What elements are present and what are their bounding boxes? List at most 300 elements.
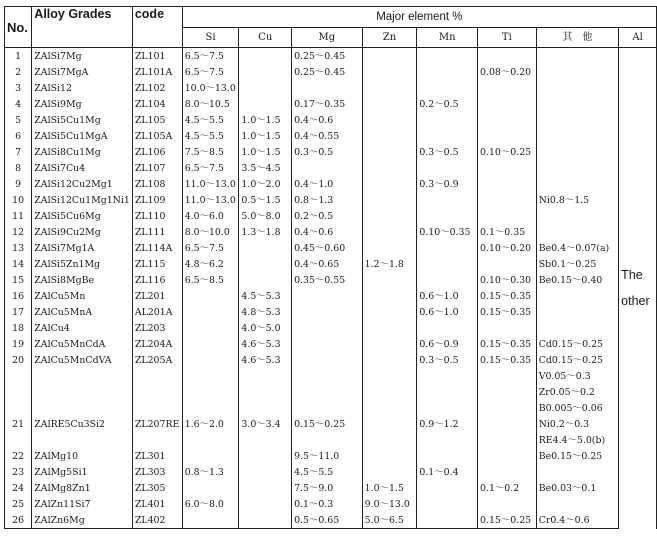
mn-value	[417, 384, 478, 400]
ti-value: 0.15～0.35	[478, 352, 537, 368]
mg-value: 0.17～0.35	[292, 96, 363, 112]
row-number: 26	[5, 512, 32, 529]
mg-value	[292, 336, 363, 352]
table-row	[5, 192, 657, 208]
row-number: 20	[5, 352, 32, 368]
si-value	[182, 320, 239, 336]
other-value	[536, 464, 618, 480]
cu-value: 4.6～5.3	[239, 352, 292, 368]
ti-value	[478, 160, 537, 176]
alloy-grade: ZAlSi5Zn1Mg	[32, 256, 133, 272]
row-number: 17	[5, 304, 32, 320]
row-number: 2	[5, 64, 32, 80]
zn-value	[362, 272, 417, 288]
cu-value	[239, 432, 292, 448]
alloy-grade: ZAlSi5Cu1Mg	[32, 112, 133, 128]
mn-value	[417, 208, 478, 224]
mn-value: 0.3～0.5	[417, 352, 478, 368]
other-value	[536, 112, 618, 128]
row-number: 21	[5, 416, 32, 432]
ti-value	[478, 432, 537, 448]
table-row	[5, 336, 657, 352]
al-balance-note	[619, 48, 657, 529]
ti-value	[478, 128, 537, 144]
table-row	[5, 512, 657, 529]
zn-value	[362, 304, 417, 320]
mg-value: 0.45～0.60	[292, 240, 363, 256]
other-value	[536, 160, 618, 176]
table-row	[5, 80, 657, 96]
alloy-code: ZL301	[132, 448, 182, 464]
zn-value: 1.0～1.5	[362, 480, 417, 496]
mg-value: 0.4～0.6	[292, 112, 363, 128]
mn-value	[417, 80, 478, 96]
alloy-code: ZL116	[132, 272, 182, 288]
row-number: 14	[5, 256, 32, 272]
si-value: 10.0～13.0	[182, 80, 239, 96]
row-number: 22	[5, 448, 32, 464]
alloy-grade: ZAlZn6Mg	[32, 512, 133, 529]
table-row	[5, 448, 657, 464]
mg-value: 0.35～0.55	[292, 272, 363, 288]
ti-value	[478, 112, 537, 128]
cu-value	[239, 400, 292, 416]
other-value: RE4.4～5.0(b)	[536, 432, 618, 448]
cu-value: 1.0～2.0	[239, 176, 292, 192]
mg-value	[292, 384, 363, 400]
table-body	[5, 48, 657, 529]
mg-value: 7.5～9.0	[292, 480, 363, 496]
mn-value: 0.6～1.0	[417, 304, 478, 320]
alloy-grade	[32, 368, 133, 384]
table-row	[5, 288, 657, 304]
ti-value	[478, 48, 537, 65]
si-value	[182, 384, 239, 400]
row-number: 16	[5, 288, 32, 304]
table-row	[5, 320, 657, 336]
alloy-composition-table	[4, 6, 657, 529]
si-value	[182, 288, 239, 304]
table-row	[5, 176, 657, 192]
row-number: 7	[5, 144, 32, 160]
mg-value: 4.5～5.5	[292, 464, 363, 480]
row-number: 1	[5, 48, 32, 65]
alloy-code: ZL201	[132, 288, 182, 304]
alloy-grade: ZAlSi8MgBe	[32, 272, 133, 288]
cu-value	[239, 368, 292, 384]
alloy-code: ZL203	[132, 320, 182, 336]
ti-value	[478, 80, 537, 96]
alloy-grade	[32, 432, 133, 448]
other-value	[536, 304, 618, 320]
alloy-code: ZL105	[132, 112, 182, 128]
other-value	[536, 48, 618, 65]
ti-value	[478, 496, 537, 512]
zn-value	[362, 240, 417, 256]
row-number: 11	[5, 208, 32, 224]
zn-value	[362, 160, 417, 176]
other-value: Be0.03～0.1	[536, 480, 618, 496]
other-value	[536, 176, 618, 192]
cu-value: 5.0～8.0	[239, 208, 292, 224]
header-al: Al	[619, 28, 657, 48]
alloy-grade: ZAlCu5MnCdA	[32, 336, 133, 352]
mg-value: 0.5～0.65	[292, 512, 363, 529]
alloy-grade: ZAlSi12	[32, 80, 133, 96]
cu-value	[239, 48, 292, 65]
mg-value: 0.1～0.3	[292, 496, 363, 512]
row-number: 15	[5, 272, 32, 288]
alloy-grade: ZAlSi7Mg1A	[32, 240, 133, 256]
zn-value	[362, 384, 417, 400]
zn-value	[362, 112, 417, 128]
other-value: Be0.15～0.40	[536, 272, 618, 288]
other-value: Be0.15～0.25	[536, 448, 618, 464]
si-value: 6.5～7.5	[182, 160, 239, 176]
mn-value	[417, 272, 478, 288]
mg-value	[292, 160, 363, 176]
mg-value: 0.25～0.45	[292, 64, 363, 80]
alloy-grade: ZAlCu5MnA	[32, 304, 133, 320]
ti-value	[478, 448, 537, 464]
table-row	[5, 432, 657, 448]
other-value: Ni0.8～1.5	[536, 192, 618, 208]
zn-value: 5.0～6.5	[362, 512, 417, 529]
mg-value: 0.4～0.55	[292, 128, 363, 144]
zn-value	[362, 432, 417, 448]
row-number	[5, 432, 32, 448]
mn-value: 0.9～1.2	[417, 416, 478, 432]
si-value	[182, 432, 239, 448]
si-value	[182, 336, 239, 352]
ti-value	[478, 320, 537, 336]
alloy-code: ZL111	[132, 224, 182, 240]
table-row	[5, 464, 657, 480]
mn-value	[417, 432, 478, 448]
zn-value	[362, 144, 417, 160]
row-number: 19	[5, 336, 32, 352]
other-value	[536, 128, 618, 144]
cu-value	[239, 496, 292, 512]
mn-value	[417, 128, 478, 144]
other-value: Cd0.15～0.25	[536, 336, 618, 352]
ti-value	[478, 384, 537, 400]
alloy-code: ZL105A	[132, 128, 182, 144]
other-value	[536, 496, 618, 512]
other-value: Be0.4～0.07(a)	[536, 240, 618, 256]
ti-value	[478, 208, 537, 224]
zn-value	[362, 96, 417, 112]
alloy-code	[132, 400, 182, 416]
alloy-code: ZL107	[132, 160, 182, 176]
cu-value: 3.5～4.5	[239, 160, 292, 176]
zn-value: 1.2～1.8	[362, 256, 417, 272]
other-value	[536, 208, 618, 224]
alloy-grade: ZAlSi5Cu1MgA	[32, 128, 133, 144]
alloy-code: ZL305	[132, 480, 182, 496]
ti-value: 0.10～0.20	[478, 240, 537, 256]
other-value: V0.05～0.3	[536, 368, 618, 384]
si-value: 6.5～7.5	[182, 48, 239, 65]
alloy-grade	[32, 400, 133, 416]
alloy-grade: ZAlSi5Cu6Mg	[32, 208, 133, 224]
ti-value: 0.10～0.30	[478, 272, 537, 288]
row-number	[5, 400, 32, 416]
alloy-code: ZL115	[132, 256, 182, 272]
cu-value	[239, 448, 292, 464]
ti-value: 0.15～0.35	[478, 336, 537, 352]
si-value	[182, 480, 239, 496]
alloy-code: ZL106	[132, 144, 182, 160]
mn-value: 0.10～0.35	[417, 224, 478, 240]
mn-value	[417, 320, 478, 336]
alloy-code: ZL101	[132, 48, 182, 65]
alloy-grade: ZAlZn11Si7	[32, 496, 133, 512]
table-row	[5, 128, 657, 144]
si-value: 4.5～5.5	[182, 112, 239, 128]
si-value: 6.0～8.0	[182, 496, 239, 512]
alloy-grade: ZAlMg8Zn1	[32, 480, 133, 496]
mg-value: 0.15～0.25	[292, 416, 363, 432]
cu-value: 4.6～5.3	[239, 336, 292, 352]
table-row	[5, 224, 657, 240]
row-number	[5, 384, 32, 400]
alloy-code: ZL114A	[132, 240, 182, 256]
table-row	[5, 160, 657, 176]
mn-value: 0.3～0.5	[417, 144, 478, 160]
alloy-grade: ZAlSi7Cu4	[32, 160, 133, 176]
table-row	[5, 208, 657, 224]
cu-value	[239, 80, 292, 96]
table-row	[5, 384, 657, 400]
header-ti: Ti	[478, 28, 537, 48]
header-code: code	[132, 7, 182, 48]
mn-value	[417, 256, 478, 272]
mn-value: 0.6～0.9	[417, 336, 478, 352]
zn-value	[362, 320, 417, 336]
ti-value: 0.10～0.25	[478, 144, 537, 160]
alloy-grade: ZAlSi8Cu1Mg	[32, 144, 133, 160]
alloy-code: ZL204A	[132, 336, 182, 352]
alloy-grade: ZAlSi12Cu1Mg1Ni1	[32, 192, 133, 208]
cu-value: 3.0～3.4	[239, 416, 292, 432]
mn-value: 0.2～0.5	[417, 96, 478, 112]
alloy-grade: ZAlCu4	[32, 320, 133, 336]
row-number: 18	[5, 320, 32, 336]
ti-value	[478, 192, 537, 208]
table-row	[5, 64, 657, 80]
other-value	[536, 96, 618, 112]
table-row	[5, 480, 657, 496]
row-number: 24	[5, 480, 32, 496]
si-value: 8.0～10.5	[182, 96, 239, 112]
mn-value	[417, 448, 478, 464]
zn-value	[362, 128, 417, 144]
other-value: B0.005～0.06	[536, 400, 618, 416]
ti-value	[478, 464, 537, 480]
ti-value	[478, 256, 537, 272]
other-value	[536, 80, 618, 96]
ti-value	[478, 416, 537, 432]
mn-value	[417, 192, 478, 208]
mg-value: 0.25～0.45	[292, 48, 363, 65]
si-value: 7.5～8.5	[182, 144, 239, 160]
cu-value: 1.3～1.8	[239, 224, 292, 240]
alloy-code: ZL402	[132, 512, 182, 529]
alloy-code: ZL101A	[132, 64, 182, 80]
other-value	[536, 320, 618, 336]
table-row	[5, 256, 657, 272]
other-value	[536, 144, 618, 160]
si-value	[182, 304, 239, 320]
alloy-code: ZL102	[132, 80, 182, 96]
alloy-code	[132, 368, 182, 384]
si-value	[182, 368, 239, 384]
alloy-grade: ZAlMg5Si1	[32, 464, 133, 480]
mg-value: 0.2～0.5	[292, 208, 363, 224]
mg-value	[292, 352, 363, 368]
mn-value: 0.6～1.0	[417, 288, 478, 304]
mg-value	[292, 304, 363, 320]
row-number: 6	[5, 128, 32, 144]
al-note-line: The	[621, 268, 643, 283]
table-row	[5, 272, 657, 288]
row-number: 5	[5, 112, 32, 128]
si-value: 0.8～1.3	[182, 464, 239, 480]
zn-value	[362, 224, 417, 240]
ti-value: 0.15～0.35	[478, 304, 537, 320]
si-value	[182, 400, 239, 416]
si-value: 6.5～7.5	[182, 240, 239, 256]
si-value: 4.0～6.0	[182, 208, 239, 224]
ti-value: 0.1～0.2	[478, 480, 537, 496]
mn-value	[417, 48, 478, 65]
header-zn: Zn	[362, 28, 417, 48]
other-value	[536, 64, 618, 80]
cu-value: 4.0～5.0	[239, 320, 292, 336]
alloy-grade: ZAlMg10	[32, 448, 133, 464]
cu-value	[239, 256, 292, 272]
cu-value	[239, 464, 292, 480]
ti-value	[478, 368, 537, 384]
alloy-grade: ZAlSi7MgA	[32, 64, 133, 80]
zn-value	[362, 192, 417, 208]
mn-value: 0.3～0.9	[417, 176, 478, 192]
alloy-code: ZL207RE	[132, 416, 182, 432]
header-si: Si	[182, 28, 239, 48]
cu-value	[239, 272, 292, 288]
zn-value	[362, 352, 417, 368]
alloy-grade: ZAlSi9Cu2Mg	[32, 224, 133, 240]
si-value: 6.5～8.5	[182, 272, 239, 288]
alloy-grade: ZAlCu5Mn	[32, 288, 133, 304]
row-number: 9	[5, 176, 32, 192]
zn-value	[362, 464, 417, 480]
mn-value	[417, 512, 478, 529]
zn-value: 9.0～13.0	[362, 496, 417, 512]
other-value: Cd0.15～0.25	[536, 352, 618, 368]
si-value	[182, 352, 239, 368]
cu-value	[239, 96, 292, 112]
alloy-grade: ZAlCu5MnCdVA	[32, 352, 133, 368]
alloy-code: ZL205A	[132, 352, 182, 368]
cu-value	[239, 384, 292, 400]
row-number: 8	[5, 160, 32, 176]
alloy-code: ZL104	[132, 96, 182, 112]
zn-value	[362, 48, 417, 65]
alloy-grade	[32, 384, 133, 400]
mn-value	[417, 240, 478, 256]
table-row	[5, 352, 657, 368]
table-row	[5, 496, 657, 512]
zn-value	[362, 416, 417, 432]
mn-value	[417, 480, 478, 496]
mg-value: 0.4～0.6	[292, 224, 363, 240]
header-other: 其 他	[536, 28, 618, 48]
cu-value: 1.0～1.5	[239, 144, 292, 160]
cu-value: 0.5～1.5	[239, 192, 292, 208]
mg-value: 0.4～0.65	[292, 256, 363, 272]
alloy-code	[132, 384, 182, 400]
row-number: 23	[5, 464, 32, 480]
row-number: 25	[5, 496, 32, 512]
zn-value	[362, 208, 417, 224]
cu-value	[239, 64, 292, 80]
row-number: 10	[5, 192, 32, 208]
mg-value	[292, 432, 363, 448]
alloy-code: ZL108	[132, 176, 182, 192]
table-row	[5, 304, 657, 320]
ti-value: 0.1～0.35	[478, 224, 537, 240]
alloy-code	[132, 432, 182, 448]
mn-value	[417, 112, 478, 128]
mg-value	[292, 400, 363, 416]
ti-value: 0.15～0.35	[478, 288, 537, 304]
si-value: 4.5～5.5	[182, 128, 239, 144]
alloy-code: ZL110	[132, 208, 182, 224]
header-no: No.	[5, 7, 32, 48]
other-value	[536, 288, 618, 304]
alloy-code: AL201A	[132, 304, 182, 320]
row-number: 4	[5, 96, 32, 112]
mg-value: 0.4～1.0	[292, 176, 363, 192]
alloy-grade: ZAlSi7Mg	[32, 48, 133, 65]
mn-value	[417, 368, 478, 384]
header-mn: Mn	[417, 28, 478, 48]
si-value: 11.0～13.0	[182, 192, 239, 208]
si-value: 6.5～7.5	[182, 64, 239, 80]
mg-value	[292, 80, 363, 96]
al-note-line: other	[621, 294, 650, 309]
row-number: 12	[5, 224, 32, 240]
cu-value: 4.8～5.3	[239, 304, 292, 320]
alloy-grade: ZAlSi12Cu2Mg1	[32, 176, 133, 192]
table-row	[5, 112, 657, 128]
si-value: 1.6～2.0	[182, 416, 239, 432]
table-row	[5, 416, 657, 432]
mn-value	[417, 160, 478, 176]
table-row	[5, 48, 657, 65]
cu-value	[239, 240, 292, 256]
header-alloy-grades: Alloy Grades	[32, 7, 133, 48]
other-value: Ni0.2～0.3	[536, 416, 618, 432]
zn-value	[362, 368, 417, 384]
zn-value	[362, 64, 417, 80]
table-row	[5, 144, 657, 160]
other-value: Zr0.05～0.2	[536, 384, 618, 400]
table-row	[5, 368, 657, 384]
cu-value: 1.0～1.5	[239, 128, 292, 144]
